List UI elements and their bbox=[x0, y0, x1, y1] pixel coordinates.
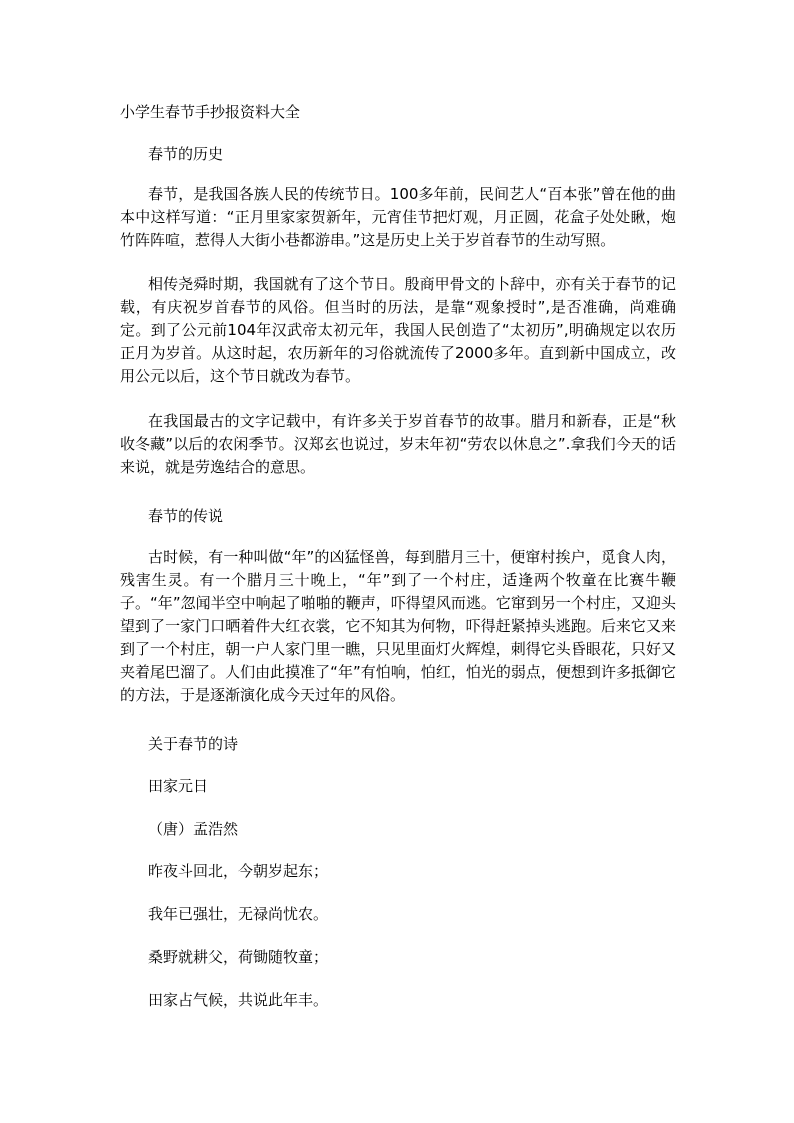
section-heading-history: 春节的历史 bbox=[148, 145, 224, 163]
section-heading-legend: 春节的传说 bbox=[148, 507, 224, 525]
poem-line-4: 田家占气候，共说此年丰。 bbox=[148, 991, 329, 1009]
document-title: 小学生春节手抄报资料大全 bbox=[120, 103, 301, 121]
poem-line-3: 桑野就耕父，荷锄随牧童； bbox=[148, 948, 329, 966]
history-paragraph-2: 相传尧舜时期，我国就有了这个节日。殷商甲骨文的卜辞中，亦有关于春节的记载，有庆祝岁首春节的风俗。但当时的历法，是靠“观象授时”,是否准确，尚难确定。到了公元前104年汉武帝太初元年，我国人民创造了“太初历”,明确规定以农历正月为岁首。从这时起，农历新年的习俗就流传了2000多年。直到新中国成立，改用公元以后，这个节日就改为春节。 bbox=[120, 275, 676, 385]
poem-title: 田家元日 bbox=[148, 777, 209, 795]
poem-line-2: 我年已强壮，无禄尚忧农。 bbox=[148, 905, 329, 923]
history-paragraph-3: 在我国最古的文字记载中，有许多关于岁首春节的故事。腊月和新春，正是“秋收冬藏”以后的农闲季节。汉郑玄也说过，岁末年初“劳农以休息之”.拿我们今天的话来说，就是劳逸结合的意思。 bbox=[120, 412, 676, 476]
poem-author: （唐）孟浩然 bbox=[148, 820, 239, 838]
history-paragraph-1: 春节，是我国各族人民的传统节日。100多年前，民间艺人“百本张”曾在他的曲本中这样写道：“正月里家家贺新年，元宵佳节把灯观，月正圆，花盒子处处瞅，炮竹阵阵喧，惹得人大街小巷都游串。”这是历史上关于岁首春节的生动写照。 bbox=[120, 185, 676, 249]
legend-paragraph-1: 古时候，有一种叫做“年”的凶猛怪兽，每到腊月三十，便窜村挨户，觅食人肉，残害生灵。有一个腊月三十晚上，“年”到了一个村庄，适逢两个牧童在比赛牛鞭子。“年”忽闻半空中响起了啪啪的鞭声，吓得望风而逃。它窜到另一个村庄，又迎头望到了一家门口晒着件大红衣裳，它不知其为何物，吓得赶紧掉头逃跑。后来它又来到了一个村庄，朝一户人家门里一瞧，只见里面灯火辉煌，刺得它头昏眼花，只好又夹着尾巴溜了。人们由此摸准了“年”有怕响，怕红，怕光的弱点，便想到许多抵御它的方法，于是逐渐演化成今天过年的风俗。 bbox=[120, 548, 676, 704]
poem-line-1: 昨夜斗回北，今朝岁起东； bbox=[148, 862, 329, 880]
section-heading-poem: 关于春节的诗 bbox=[148, 735, 239, 753]
